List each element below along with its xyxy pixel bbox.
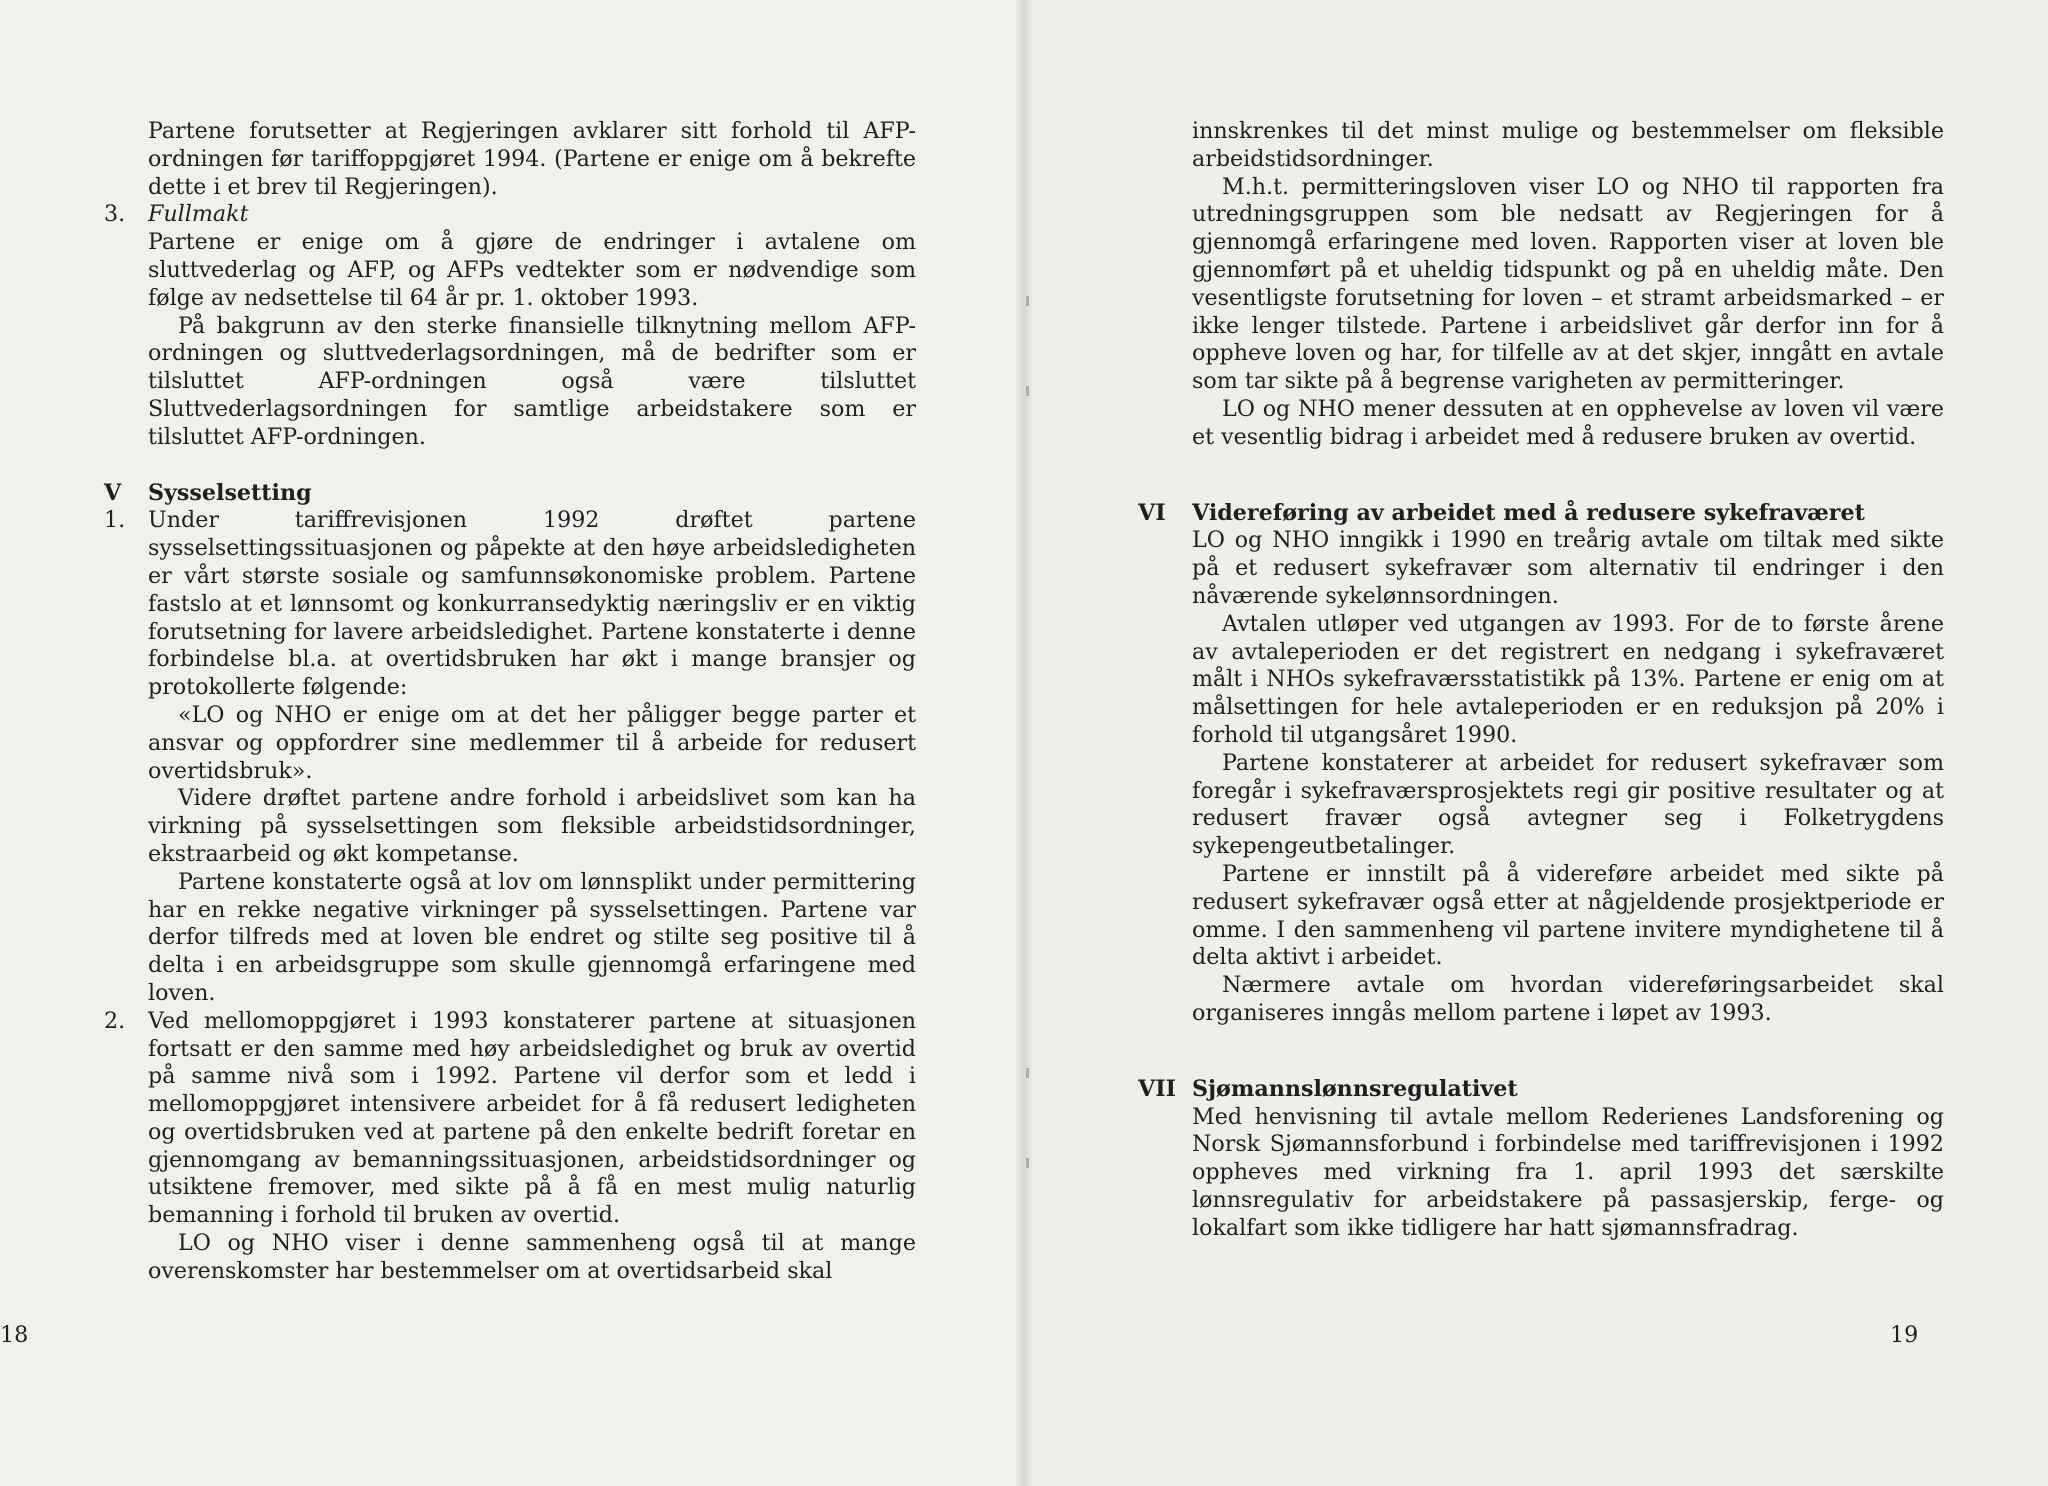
book-gutter [1016, 0, 1032, 1486]
item-3-marker: 3. [104, 201, 126, 228]
section-vii-paragraph: Med henvisning til avtale mellom Rederienes Landsforening og Norsk Sjømannsforbund i forbindelse med tariffrevisjonen i 1992 oppheves med virkning fra 1. april 1993 det særskilte lønnsregulativ for arbeidstakere på passasjerskip, ferge- og lokalfart som ikke tidligere har hatt sjømannsfradrag. [1192, 1103, 1944, 1241]
item-1-paragraph: Under tariffrevisjonen 1992 drøftet partene sysselsettingssituasjonen og påpekte at den høye arbeidsledigheten er vårt største sosiale og samfunnsøkonomiske problem. Partene fastslo at et lønnsomt og konkurransedyktig næringsliv er en viktig forutsetning for lavere arbeidsledighet. Partene konstaterte i denne forbindelse bl.a. at overtidsbruken har økt i mange bransjer og protokollerte følgende: [148, 507, 916, 701]
item-1-marker: 1. [104, 507, 126, 534]
item-2-paragraph: LO og NHO viser i denne sammenheng også til at mange overenskomster har bestemmelser om at overtidsarbeid skal [148, 1230, 916, 1284]
right-page-number: 19 [1890, 1322, 1919, 1348]
item-2-paragraph: Ved mellomoppgjøret i 1993 konstaterer partene at situasjonen fortsatt er den samme med høy arbeidsledighet og bruk av overtid på samme nivå som i 1992. Partene vil derfor som et ledd i mellomoppgjøret intensivere arbeidet for å få redusert ledigheten og overtidsbruken ved at partene på den enkelte bedrift foretar en gjennomgang av bemanningssituasjonen, arbeidstidsordninger og utsiktene fremover, med sikte på å få en mest mulig naturlig bemanning i forhold til bruken av overtid. [148, 1007, 916, 1229]
section-vi-heading [1138, 499, 1944, 528]
section-v-heading [104, 479, 916, 508]
right-paragraph: innskrenkes til det minst mulige og bestemmelser om fleksible arbeidstidsordninger. [1192, 118, 1944, 172]
right-paragraph: M.h.t. permitteringsloven viser LO og NHO til rapporten fra utredningsgruppen som ble nedsatt av Regjeringen for å gjennomgå erfaringene med loven. Rapporten viser at loven ble gjennomført på et uheldig tidspunkt og på en uheldig måte. Den vesentligste forutsetning for loven – et stramt arbeidsmarked – er ikke lenger tilstede. Partene i arbeidslivet går derfor inn for å oppheve loven og har, for tilfelle av at det skjer, inngått en avtale som tar sikte på å begrense varigheten av permitteringer. [1192, 173, 1944, 395]
binding-mark [1026, 1158, 1029, 1168]
left-paragraph: Partene forutsetter at Regjeringen avklarer sitt forhold til AFP-ordningen før tariffoppgjøret 1994. (Partene er enige om å bekrefte dette i et brev til Regjeringen). [148, 118, 916, 200]
item-1 [104, 507, 916, 702]
left-page-number: 18 [0, 1322, 29, 1348]
section-vii-heading [1138, 1075, 1944, 1104]
left-text-column [104, 118, 916, 1286]
binding-mark [1026, 1068, 1029, 1078]
section-v-number: V [104, 479, 122, 506]
binding-mark [1026, 386, 1029, 396]
item-1-paragraph: Partene konstaterte også at lov om lønnsplikt under permittering har en rekke negative virkninger på sysselsettingen. Partene var derfor tilfreds med at loven ble endret og stilte seg positive til å delta i en arbeidsgruppe som skulle gjennomgå erfaringene med loven. [148, 868, 916, 1006]
item-1-paragraph: Videre drøftet partene andre forhold i arbeidslivet som kan ha virkning på sysselsettingen som fleksible arbeidstidsordninger, ekstraarbeid og økt kompetanse. [148, 785, 916, 867]
item-3-title: Fullmakt [148, 201, 249, 228]
section-vi-number: VI [1138, 499, 1166, 526]
item-3 [104, 201, 916, 229]
right-paragraph: LO og NHO mener dessuten at en opphevelse av loven vil være et vesentlig bidrag i arbeidet med å redusere bruken av overtid. [1192, 395, 1944, 450]
binding-mark [1026, 296, 1029, 306]
item-2-marker: 2. [104, 1007, 126, 1034]
section-vi-paragraph: Partene konstaterer at arbeidet for redusert sykefravær som foregår i sykefraværsprosjektets regi gir positive resultater og at redusert fravær også avtegner seg i Folketrygdens sykepengeutbetalinger. [1192, 749, 1944, 860]
item-1-quote: «LO og NHO er enige om at det her påligger begge parter et ansvar og oppfordrer sine medlemmer til å arbeide for redusert overtidsbruk». [148, 701, 916, 784]
item-3-paragraph: Partene er enige om å gjøre de endringer i avtalene om sluttvederlag og AFP, og AFPs vedtekter som er nødvendige som følge av nedsettelse til 64 år pr. 1. oktober 1993. [148, 229, 916, 311]
item-2 [104, 1007, 916, 1230]
right-page [1024, 0, 2048, 1486]
section-vi-title: Videreføring av arbeidet med å redusere sykefraværet [1192, 499, 1865, 526]
section-vi-paragraph: Nærmere avtale om hvordan videreføringsarbeidet skal organiseres inngås mellom partene i løpet av 1993. [1192, 972, 1944, 1026]
section-vi-paragraph: Partene er innstilt på å videreføre arbeidet med sikte på redusert sykefravær også etter at någjeldende prosjektperiode er omme. I den sammenheng vil partene invitere myndighetene til å delta aktivt i arbeidet. [1192, 860, 1944, 971]
section-vi-paragraph: LO og NHO inngikk i 1990 en treårig avtale om tiltak med sikte på et redusert sykefravær som alternativ til endringer i den nåværende sykelønnsordningen. [1192, 527, 1944, 609]
item-3-paragraph: På bakgrunn av den sterke finansielle tilknytning mellom AFP-ordningen og sluttvederlagsordningen, må de bedrifter som er tilsluttet AFP-ordningen også være tilsluttet Sluttvederlagsordningen for samtlige arbeidstakere som er tilsluttet AFP-ordningen. [148, 312, 916, 450]
section-vii-title: Sjømannslønnsregulativet [1192, 1075, 1518, 1102]
right-text-column [1138, 118, 1944, 1242]
section-vi-paragraph: Avtalen utløper ved utgangen av 1993. For de to første årene av avtaleperioden er det registrert en nedgang i sykefraværet målt i NHOs sykefraværsstatistikk på 13%. Partene er enig om at målsettingen for hele avtaleperioden er en reduksjon på 20% i forhold til utgangsåret 1990. [1192, 610, 1944, 748]
section-vii-number: VII [1138, 1075, 1176, 1102]
section-v-title: Sysselsetting [148, 479, 312, 506]
